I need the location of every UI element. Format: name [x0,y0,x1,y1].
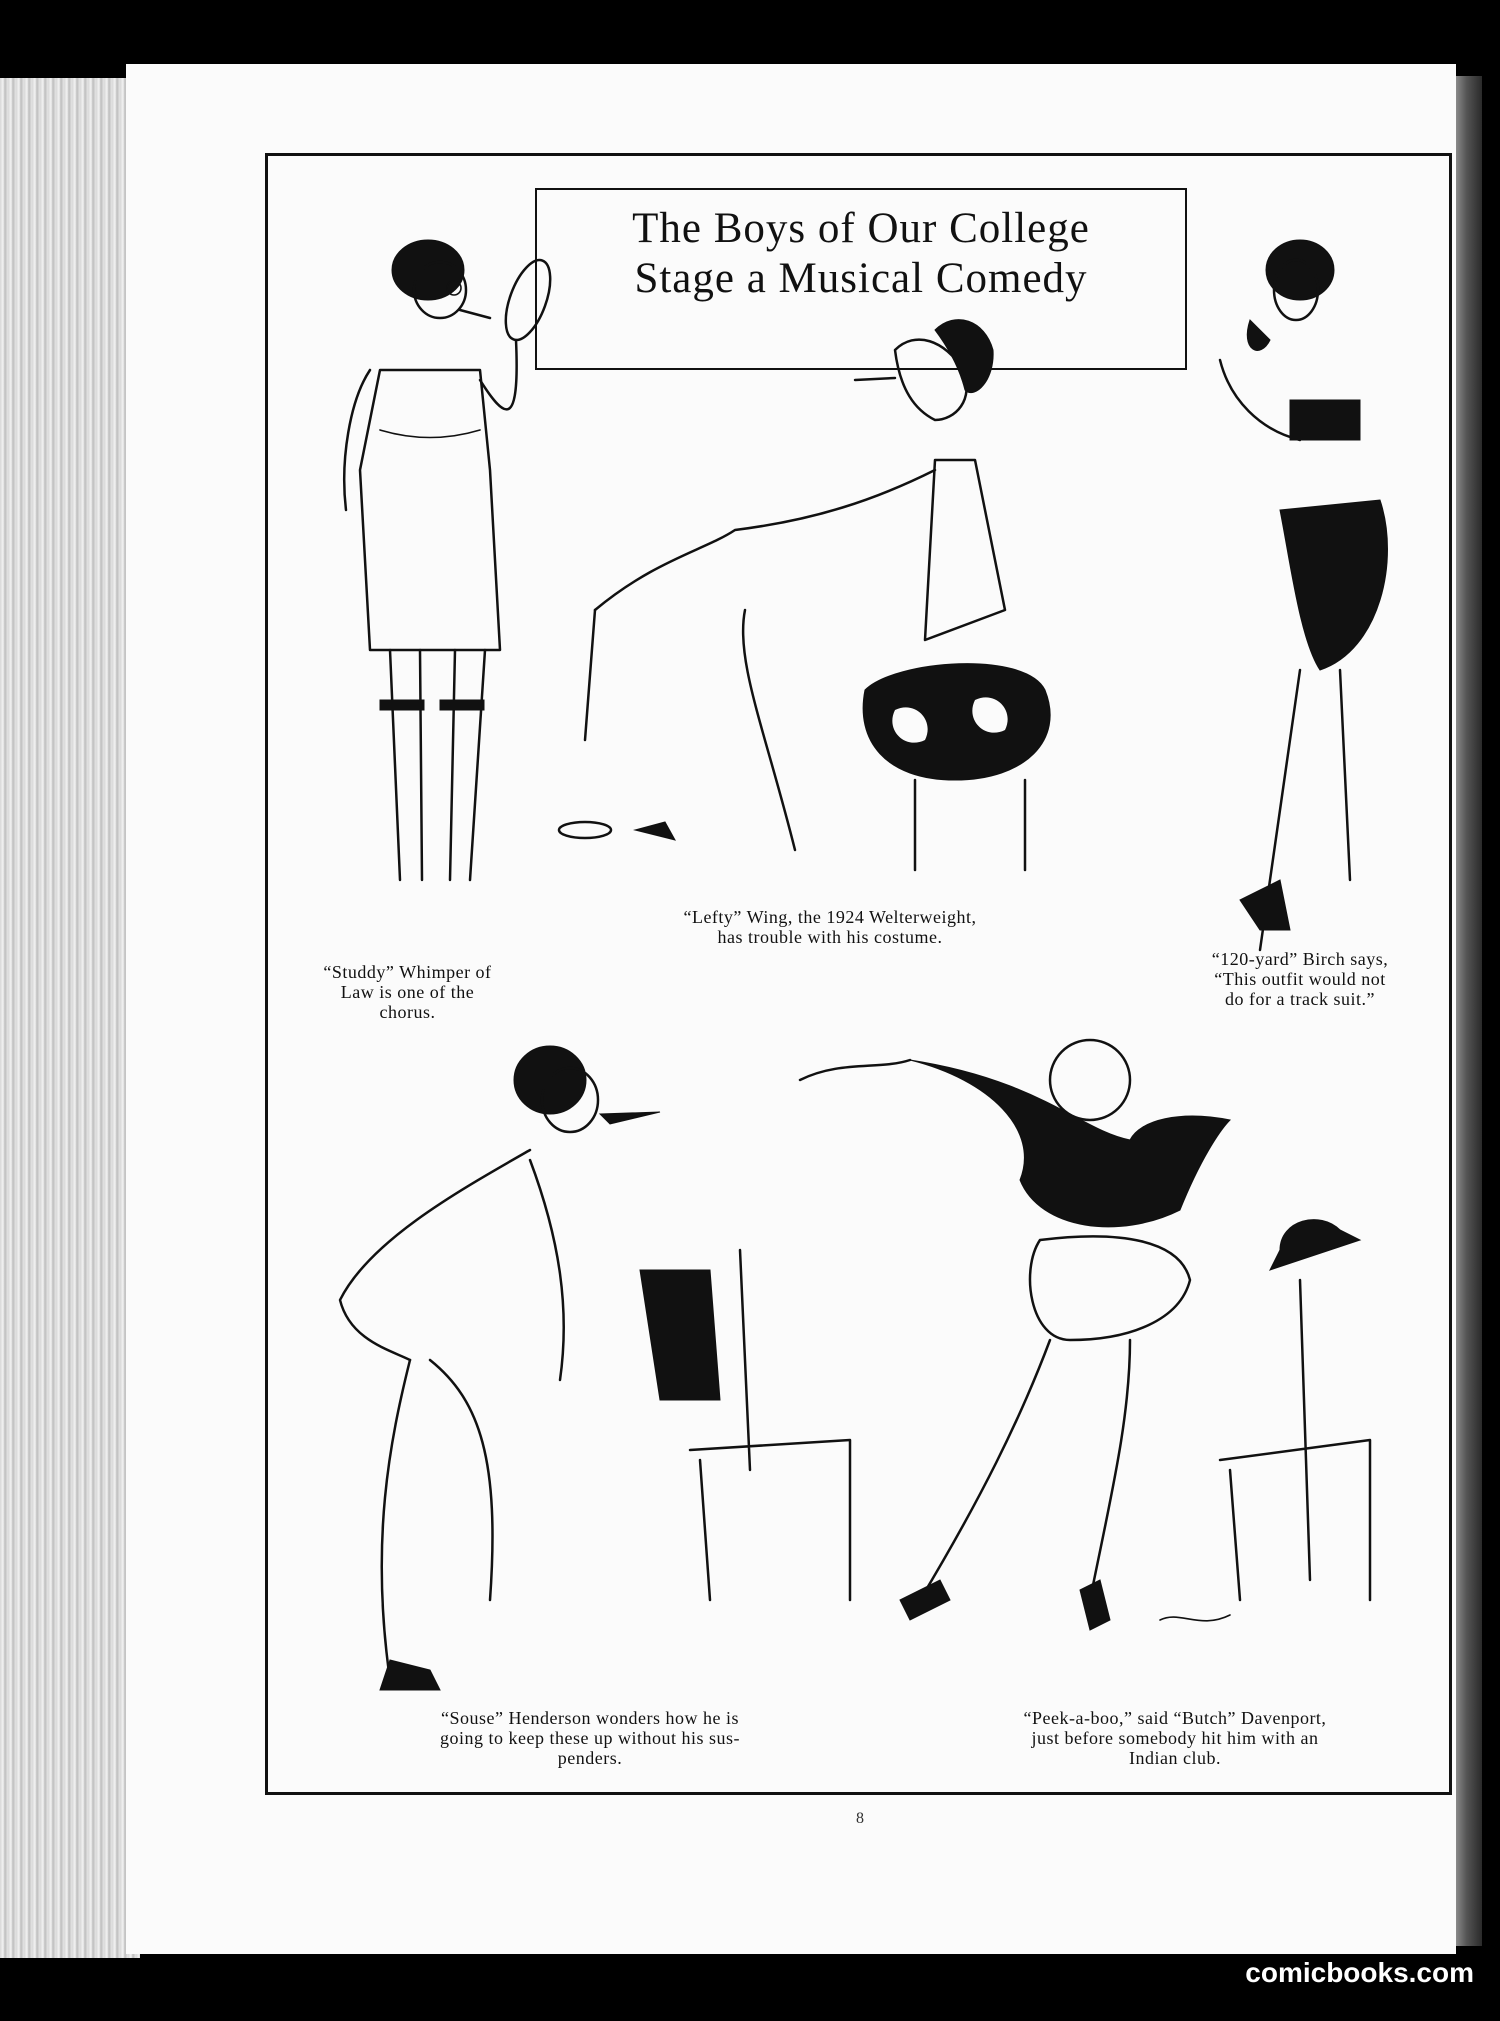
page-number: 8 [856,1810,864,1827]
caption-studdy [295,962,520,1022]
caption-lefty [620,907,1040,947]
souse-shoe [380,1660,440,1690]
souse-right-leg [430,1360,493,1600]
illustration-birch [1200,230,1400,930]
butch-bowler-hat [1270,1220,1360,1270]
lefty-cigarette [855,378,895,380]
caption-butch-line: just before somebody hit him with an [1031,1728,1319,1748]
illustration-souse [330,1040,860,1700]
caption-souse-line: penders. [557,1748,623,1768]
butch-shoe-left [900,1580,950,1620]
studdy-right-arm [480,340,517,409]
birch-apron [1280,500,1388,670]
studdy-lace-trim [380,430,480,438]
birch-bandeau [1290,400,1360,440]
studdy-garter-left [380,700,424,710]
studdy-hair [392,240,464,300]
title-line-2: Stage a Musical Comedy [634,255,1088,302]
lefty-upholstered-stool [863,664,1050,780]
souse-cigar [600,1112,660,1124]
studdy-garter-right [440,700,484,710]
souse-left-leg [382,1360,410,1680]
birch-shoe [1240,880,1290,930]
caption-lefty-line: “Lefty” Wing, the 1924 Welterweight, [683,907,977,927]
illustration-studdy [290,230,550,790]
birch-arm [1220,360,1300,440]
caption-souse-line: going to keep these up without his sus- [440,1728,740,1748]
caption-studdy-line: chorus. [379,1002,436,1022]
studdy-chemise [360,370,500,650]
caption-birch-line: “This outfit would not [1214,969,1386,989]
book-right-edge [1456,76,1482,1946]
lefty-powder-box [559,822,611,838]
caption-souse-line: “Souse” Henderson wonders how he is [441,1708,739,1728]
studdy-hand-mirror [497,254,560,345]
watermark: comicbooks.com [1245,1957,1474,1988]
illustration-butch [800,1040,1400,1660]
caption-birch-line: do for a track suit.” [1225,989,1375,1009]
caption-studdy-line: “Studdy” Whimper of [323,962,492,982]
birch-pipe [1247,320,1270,350]
butch-legs [920,1340,1130,1600]
title-line-1: The Boys of Our College [632,205,1090,252]
book-page-edges [0,78,140,1958]
caption-birch [1175,949,1425,1009]
butch-black-jacket [910,1060,1230,1227]
lefty-arm-leg [595,470,935,610]
butch-chair [1220,1280,1370,1600]
lefty-hair [935,320,993,393]
souse-coat-on-chair [640,1270,720,1400]
caption-lefty-line: has trouble with his costume. [717,927,943,947]
souse-hair [514,1046,586,1114]
souse-arm [530,1160,564,1380]
lefty-stocking [585,610,595,740]
artist-signature [1160,1615,1230,1621]
butch-head [1050,1040,1130,1120]
caption-butch [965,1708,1385,1768]
caption-souse [365,1708,815,1768]
lefty-chemise [925,460,1005,640]
lefty-slipper [635,822,675,840]
birch-hair [1266,240,1334,300]
butch-outstretched-arm [800,1060,910,1080]
caption-studdy-line: Law is one of the [340,982,475,1002]
lefty-leg [743,610,795,850]
souse-chemise [340,1150,530,1360]
caption-butch-line: “Peek-a-boo,” said “Butch” Davenport, [1023,1708,1327,1728]
butch-shoe-right [1080,1580,1110,1630]
illustration-lefty [555,310,1115,870]
butch-bloomers [1030,1236,1190,1340]
caption-butch-line: Indian club. [1129,1748,1221,1768]
studdy-pipe [460,310,490,318]
caption-birch-line: “120-yard” Birch says, [1211,949,1389,969]
